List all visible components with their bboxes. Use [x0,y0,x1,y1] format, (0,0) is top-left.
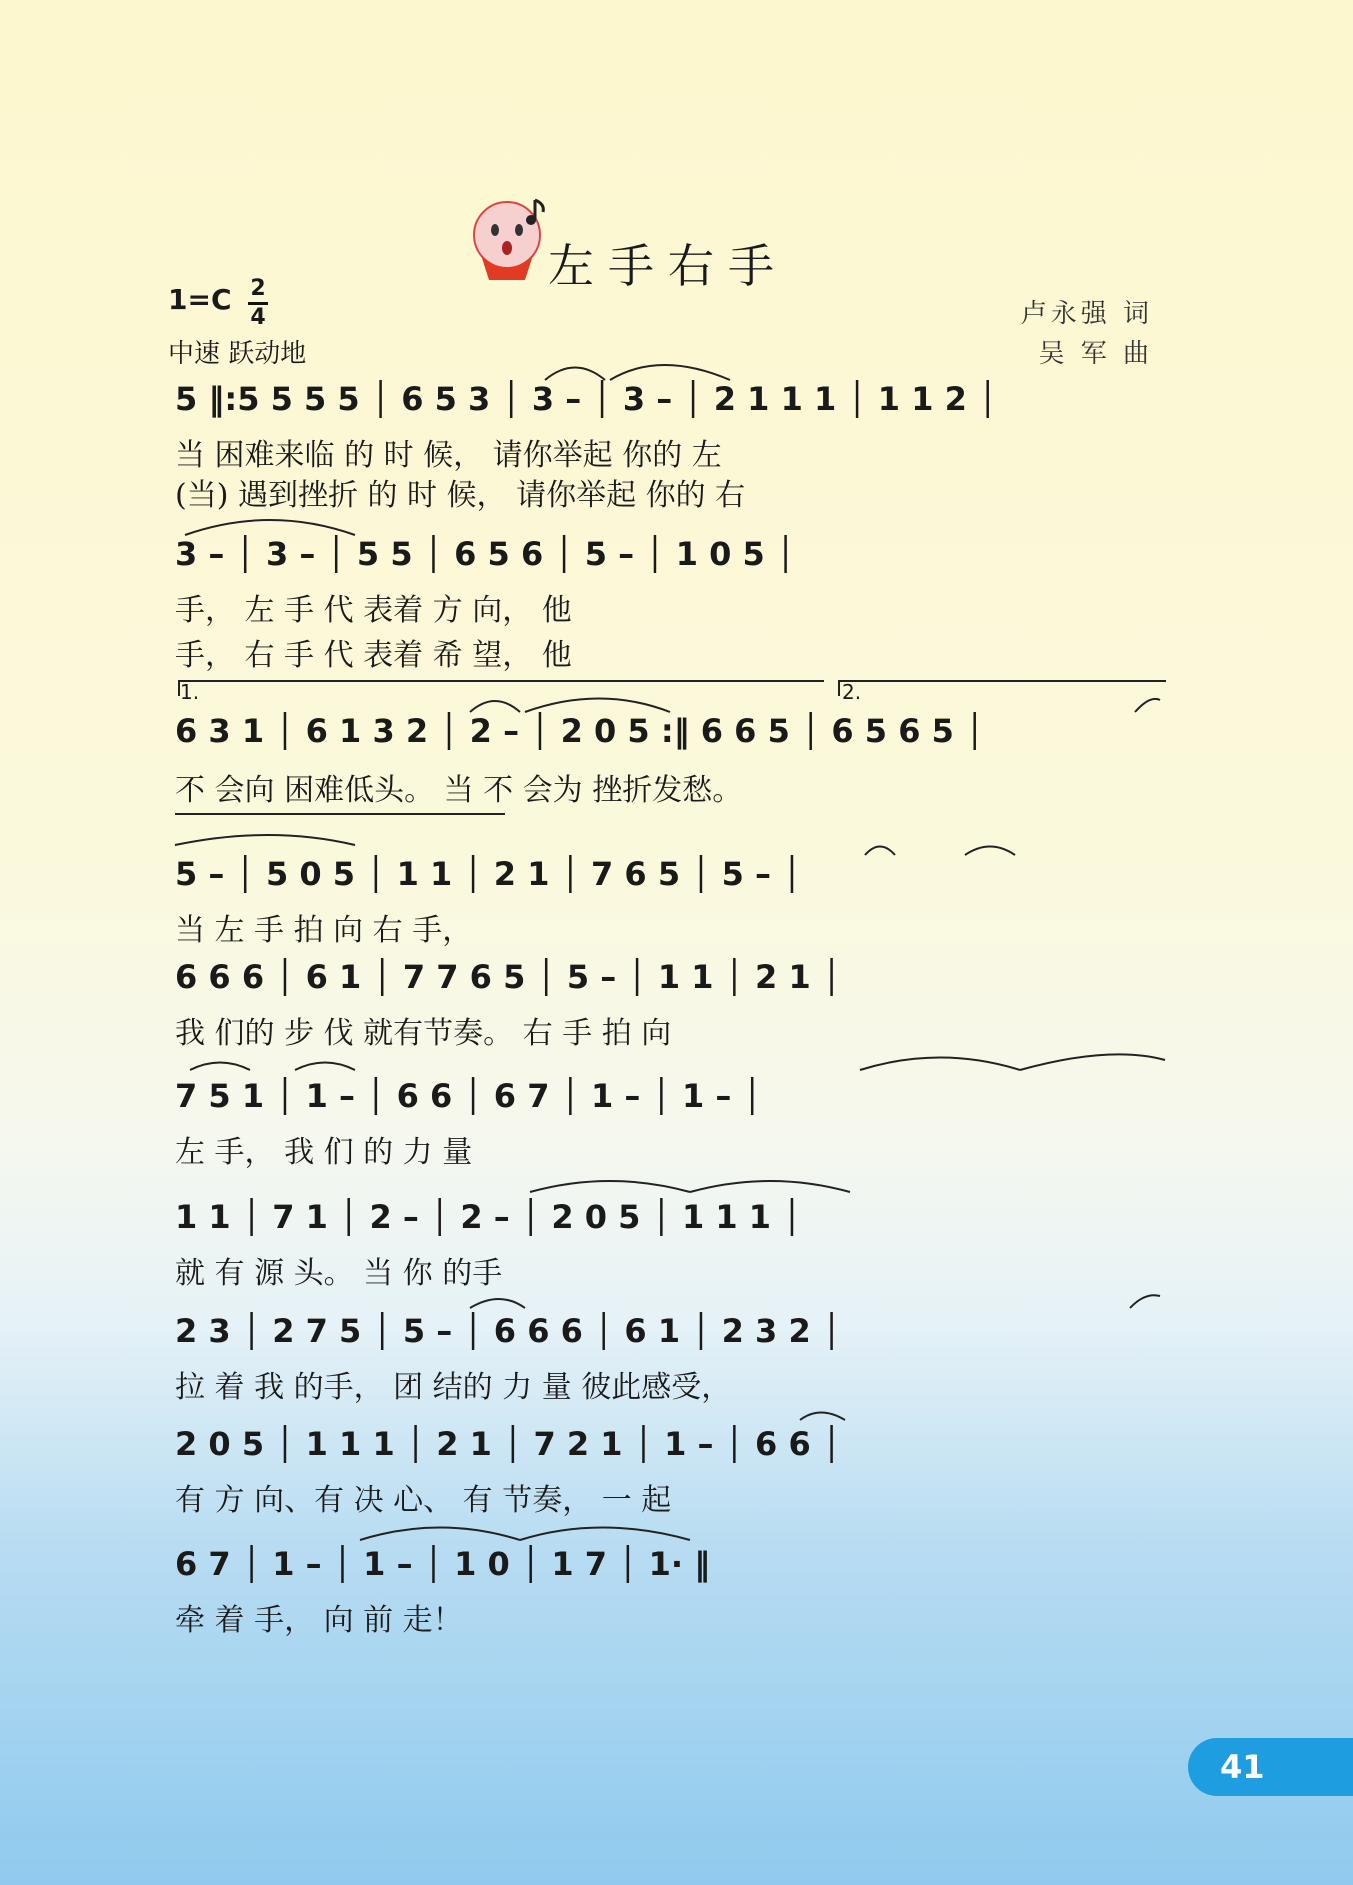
notation-line: 5 ‖:5 5 5 5 │ 6 5 3 │ 3 – │ 3 – │ 2 1 1 1 │ 1 1 2 │ [175,380,998,418]
time-signature-bottom: 4 [250,305,266,330]
score-row-10 [0,1545,1353,1735]
lyric-verse-1: 左 手， 我 们 的 力 量 [175,1135,473,1170]
notation-line: 7 5 1 │ 1 – │ 6 6 │ 6 7 │ 1 – │ 1 – │ [175,1077,762,1115]
page-number: 41 [1220,1748,1265,1786]
song-title: 左手右手 [548,239,788,293]
lyricist-credit: 卢永强 词 [1020,299,1153,329]
lyric-verse-1: 当 左 手 拍 向 右 手， [175,913,473,948]
lyric-verse-1: 手， 左 手 代 表着 方 向， 他 [175,593,572,628]
lyric-verse-1: 当 困难来临 的 时 候， 请你举起 你的 左 [175,438,722,473]
volta-1-label: 1. [180,680,200,704]
notation-line: 3 – │ 3 – │ 5 5 │ 6 5 6 │ 5 – │ 1 0 5 │ [175,535,796,573]
composer-credit: 吴 军 曲 [1038,339,1153,369]
key-signature: 1=C [168,283,232,316]
lyric-verse-1: 拉 着 我 的手， 团 结的 力 量 彼此感受， [175,1370,732,1405]
lyric-verse-2: (当) 遇到挫折 的 时 候， 请你举起 你的 右 [175,478,746,513]
notation-line: 5 – │ 5 0 5 │ 1 1 │ 2 1 │ 7 6 5 │ 5 – │ [175,855,802,893]
lyric-verse-1: 就 有 源 头。 当 你 的手 [175,1256,503,1291]
notation-line: 2 3 │ 2 7 5 │ 5 – │ 6 6 6 │ 6 1 │ 2 3 2 │ [175,1312,842,1350]
volta-2-label: 2. [842,680,862,704]
singing-mascot-icon [465,180,555,290]
notation-line: 1 1 │ 7 1 │ 2 – │ 2 – │ 2 0 5 │ 1 1 1 │ [175,1198,802,1236]
notation-line: 6 3 1 │ 6 1 3 2 │ 2 – │ 2 0 5 :‖ 6 6 5 │ 6 5 6 5 │ [175,712,985,750]
volta-1-bracket [178,680,824,696]
volta-2-bracket [838,680,1166,696]
notation-line: 2 0 5 │ 1 1 1 │ 2 1 │ 7 2 1 │ 1 – │ 6 6 │ [175,1425,842,1463]
time-signature-top: 2 [250,276,266,301]
lyric-verse-2: 手， 右 手 代 表着 希 望， 他 [175,638,572,673]
notation-line: 6 7 │ 1 – │ 1 – │ 1 0 │ 1 7 │ 1· ‖ [175,1545,711,1583]
notation-line: 6 6 6 │ 6 1 │ 7 7 6 5 │ 5 – │ 1 1 │ 2 1 │ [175,958,842,996]
score-row-3 [0,680,1353,870]
lyric-repeat-line [175,813,505,815]
lyric-verse-1: 不 会向 困难低头。 当 不 会为 挫折发愁。 [175,773,743,808]
lyric-verse-1: 我 们的 步 伐 就有节奏。 右 手 拍 向 [175,1016,672,1051]
tempo-marking: 中速 跃动地 [168,339,307,369]
page-number-tab [1188,1738,1353,1796]
lyric-verse-1: 牵 着 手， 向 前 走！ [175,1603,463,1638]
time-signature [248,278,268,329]
lyric-verse-1: 有 方 向、有 决 心、 有 节奏， 一 起 [175,1483,672,1518]
